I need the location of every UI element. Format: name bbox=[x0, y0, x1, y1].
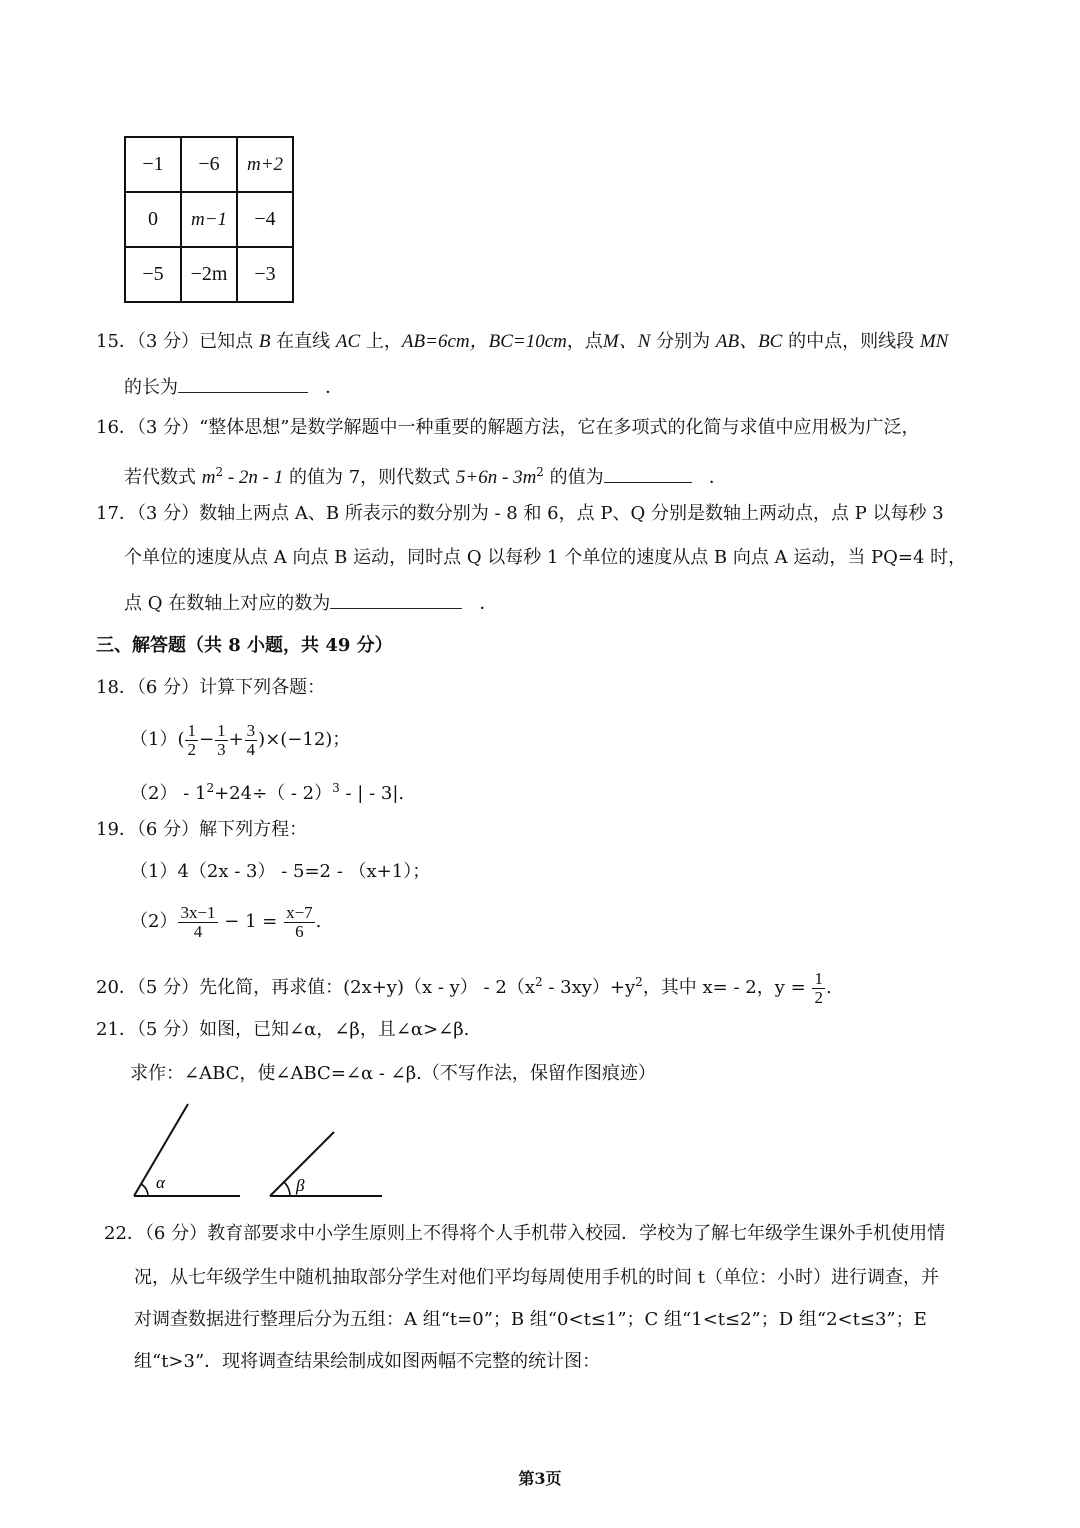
text: ． bbox=[708, 467, 727, 488]
question-number: 21． bbox=[96, 1019, 137, 1040]
question-score: （6 分） bbox=[136, 677, 200, 698]
question-21-line-2: 求作：∠ABC，使∠ABC=∠α - ∠β.（不写作法，保留作图痕迹） bbox=[130, 1063, 656, 1084]
question-22-line-2: 况，从七年级学生中随机抽取部分学生对他们平均每周使用手机的时间 t（单位：小时）进行调查，并 bbox=[134, 1267, 939, 1288]
text: 点 Q 在数轴上对应的数为 bbox=[124, 593, 331, 614]
question-score: （3 分） bbox=[136, 417, 200, 438]
question-18-part-1: （1）( $\frac{1}{2}$ − $\frac{1}{3}$ + $\frac{3}{4}$ )×(−12)； bbox=[130, 720, 351, 759]
numerator: 3x−1 bbox=[180, 902, 216, 922]
table-cell: 0 bbox=[125, 192, 181, 247]
exponent: 2 bbox=[635, 975, 643, 989]
math-expr: - 2n - 1 bbox=[223, 467, 284, 488]
question-15-line-2 bbox=[124, 372, 343, 402]
question-score: （5 分） bbox=[136, 977, 200, 998]
text: 如图，已知∠α，∠β，且∠α>∠β. bbox=[199, 1019, 470, 1040]
question-number: 15． bbox=[96, 331, 137, 352]
table-cell: m−1 bbox=[181, 192, 237, 247]
denominator: 3 bbox=[217, 739, 226, 759]
text: − 1 = bbox=[224, 911, 278, 932]
denominator: 4 bbox=[246, 739, 256, 759]
text: 已知点 bbox=[199, 331, 254, 352]
math-var: AB、BC bbox=[715, 331, 783, 352]
math-expr: - | - 3|. bbox=[339, 783, 405, 804]
text: ． bbox=[325, 377, 344, 398]
question-21-line-1 bbox=[96, 1016, 469, 1044]
denominator: 2 bbox=[814, 987, 823, 1007]
part-label: （2） bbox=[130, 783, 178, 804]
question-19-line-1 bbox=[96, 816, 307, 844]
math-expr: +24÷（ - 2） bbox=[214, 783, 333, 804]
denominator: 2 bbox=[187, 739, 196, 759]
math-var: M、N bbox=[602, 331, 651, 352]
angle-beta-figure bbox=[270, 1132, 382, 1196]
fraction bbox=[215, 722, 228, 759]
question-number: 19． bbox=[96, 819, 137, 840]
math-expr: AB=6cm，BC=10cm bbox=[401, 331, 567, 352]
question-score: （3 分） bbox=[136, 503, 200, 524]
numerator: x−7 bbox=[286, 902, 313, 922]
question-number: 20． bbox=[96, 977, 137, 998]
question-number: 17． bbox=[96, 503, 137, 524]
question-17-line-1 bbox=[96, 500, 944, 528]
text: 个单位的速度从点 A 向点 B 运动，同时点 Q 以每秒 1 个单位的速度从点 B 向点 A 运动，当 PQ=4 时， bbox=[124, 547, 967, 568]
math-var: B bbox=[258, 331, 271, 352]
table-cell: −5 bbox=[125, 247, 181, 302]
alpha-label: α bbox=[156, 1173, 165, 1192]
fraction bbox=[185, 722, 198, 759]
question-16-line-1 bbox=[96, 414, 920, 442]
question-17-line-3 bbox=[124, 588, 497, 618]
question-20-line-1 bbox=[96, 962, 832, 1008]
numerator: 1 bbox=[217, 720, 226, 740]
question-score: （3 分） bbox=[136, 331, 200, 352]
question-18-part-2 bbox=[130, 774, 404, 808]
math-var: AC bbox=[335, 331, 361, 352]
question-19-part-2 bbox=[130, 902, 321, 942]
text: “整体思想”是数学解题中一种重要的解题方法，它在多项式的化简与求值中应用极为广泛， bbox=[199, 417, 920, 438]
part-label: （1） bbox=[130, 729, 178, 750]
exponent: 3 bbox=[332, 781, 340, 795]
text: 的值为 bbox=[549, 467, 604, 488]
question-22-line-1 bbox=[104, 1220, 945, 1248]
section-heading: 三、解答题（共 8 小题，共 49 分） bbox=[96, 635, 393, 656]
numerator: 3 bbox=[246, 720, 256, 740]
beta-label: β bbox=[296, 1176, 305, 1195]
table-row bbox=[125, 192, 293, 247]
text: )×(−12)； bbox=[258, 729, 351, 750]
text: 在直线 bbox=[276, 331, 331, 352]
text: ． bbox=[479, 593, 498, 614]
text: 分别为 bbox=[656, 331, 711, 352]
angle-figures bbox=[0, 1090, 1080, 1210]
text: 上， bbox=[365, 331, 402, 352]
text: 的长为 bbox=[124, 377, 178, 398]
part-label: （2） bbox=[130, 911, 178, 932]
fraction bbox=[245, 722, 258, 759]
text: 的中点，则线段 bbox=[788, 331, 915, 352]
text: ，其中 x= - 2，y = bbox=[642, 977, 806, 998]
table-cell: m+2 bbox=[237, 137, 293, 192]
table-row bbox=[125, 137, 293, 192]
page-number: 第3页 bbox=[518, 1469, 562, 1488]
text: 数轴上两点 A、B 所表示的数分别为 - 8 和 6，点 P、Q 分别是数轴上两动点，点 P 以每秒 3 bbox=[199, 503, 944, 524]
table-cell: −2m bbox=[181, 247, 237, 302]
exponent: 2 bbox=[536, 465, 544, 479]
math-expr: - 1 bbox=[177, 783, 207, 804]
question-18-line-1 bbox=[96, 674, 325, 702]
question-number: 16． bbox=[96, 417, 137, 438]
question-number: 22． bbox=[104, 1223, 145, 1244]
question-22-line-3: 对调查数据进行整理后分为五组：A 组“t=0”；B 组“0<t≤1”；C 组“1<t≤2”；D 组“2<t≤3”；E bbox=[134, 1309, 927, 1330]
numerator: 1 bbox=[814, 968, 823, 988]
exponent: 2 bbox=[534, 975, 543, 989]
text: 解下列方程： bbox=[199, 819, 308, 840]
text: 教育部要求中小学生原则上不得将个人手机带入校园．学校为了解七年级学生课外手机使用情 bbox=[207, 1223, 946, 1244]
denominator: 4 bbox=[193, 921, 203, 941]
denominator: 6 bbox=[295, 921, 304, 941]
text: 计算下列各题： bbox=[199, 677, 326, 698]
exponent: 2 bbox=[206, 781, 215, 795]
text: . bbox=[825, 977, 832, 998]
exponent: 2 bbox=[215, 465, 224, 479]
fraction bbox=[178, 904, 217, 941]
question-score: （6 分） bbox=[136, 819, 200, 840]
math-expr: m bbox=[201, 467, 216, 488]
text: 的值为 7，则代数式 bbox=[289, 467, 451, 488]
math-expr: 5+6n - 3m bbox=[455, 467, 537, 488]
table-cell: −6 bbox=[181, 137, 237, 192]
magic-square-table bbox=[124, 136, 294, 303]
fraction bbox=[812, 970, 825, 1007]
fraction bbox=[284, 904, 315, 941]
text: 若代数式 bbox=[124, 467, 196, 488]
question-22-line-4: 组“t>3”．现将调查结果绘制成如图两幅不完整的统计图： bbox=[134, 1351, 601, 1372]
text: - 3xy）+y bbox=[542, 977, 636, 998]
angle-alpha-figure bbox=[134, 1104, 240, 1196]
question-number: 18． bbox=[96, 677, 137, 698]
question-15-line-1 bbox=[96, 328, 948, 356]
table-cell: −3 bbox=[237, 247, 293, 302]
question-17-line-2 bbox=[124, 544, 966, 572]
question-19-part-1: （1）4（2x - 3） - 5=2 - （x+1）； bbox=[130, 861, 431, 882]
numerator: 1 bbox=[187, 720, 196, 740]
text: . bbox=[315, 911, 322, 932]
table-cell: −4 bbox=[237, 192, 293, 247]
table-row bbox=[125, 247, 293, 302]
question-score: （6 分） bbox=[144, 1223, 208, 1244]
question-score: （5 分） bbox=[136, 1019, 200, 1040]
text: ，点 bbox=[566, 331, 603, 352]
text: 先化简，再求值：(2x+y)（x - y） - 2（x bbox=[199, 977, 535, 998]
question-16-line-2 bbox=[124, 458, 727, 492]
answer-blank[interactable] bbox=[330, 588, 462, 609]
answer-blank[interactable] bbox=[178, 372, 308, 393]
answer-blank[interactable] bbox=[604, 462, 692, 483]
table-cell: −1 bbox=[125, 137, 181, 192]
math-var: MN bbox=[919, 331, 949, 352]
